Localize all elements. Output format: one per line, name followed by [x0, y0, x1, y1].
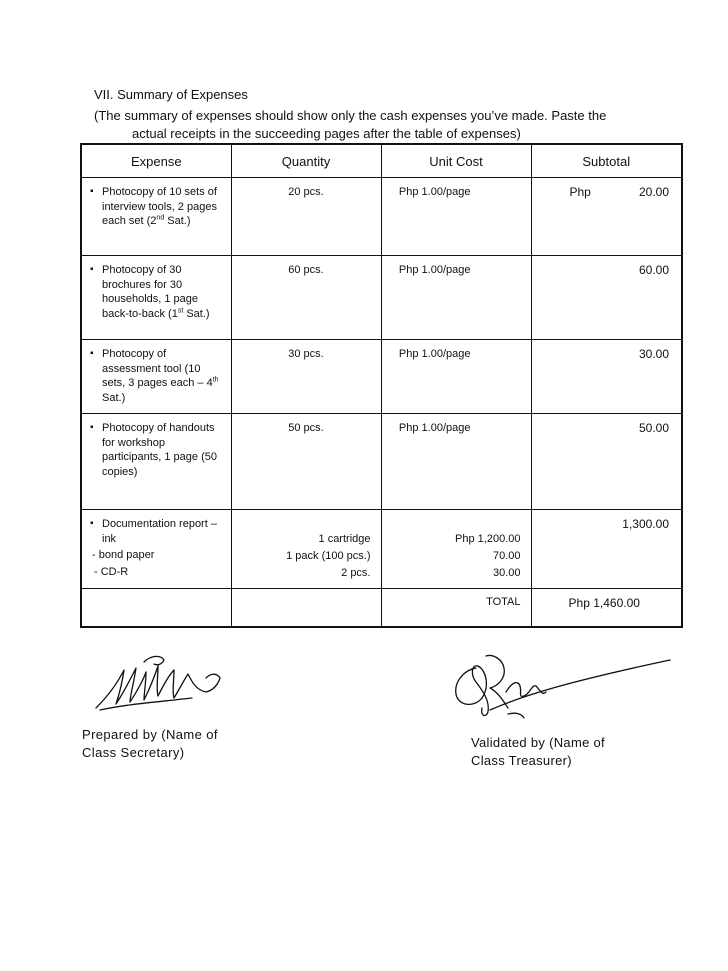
bullet-icon: ▪ — [90, 518, 94, 529]
table-header-row — [81, 144, 682, 178]
table-row — [81, 340, 682, 414]
unit-cost-cell: Php 1.00/page — [381, 414, 531, 510]
header-quantity: Quantity — [231, 144, 381, 178]
subtotal-cell: 60.00 — [531, 256, 682, 340]
bullet-icon: ▪ — [90, 422, 94, 433]
empty-cell — [81, 589, 231, 627]
bullet-icon: ▪ — [90, 348, 94, 359]
expense-cell: ▪ Photocopy of handouts for workshop participants, 1 page (50 copies) — [81, 414, 231, 510]
quantity-cell: 60 pcs. — [231, 256, 381, 340]
unit-cost-cell: Php 1.00/page — [381, 340, 531, 414]
table-row — [81, 178, 682, 256]
bullet-icon: ▪ — [90, 186, 94, 197]
subtotal-cell: 50.00 — [531, 414, 682, 510]
expense-cell: ▪ Photocopy of 10 sets of interview tools, 2 pages each set (2nd Sat.) — [81, 178, 231, 256]
subtotal-cell — [531, 178, 682, 256]
subtotal-cell: 30.00 — [531, 340, 682, 414]
total-value-cell: Php 1,460.00 — [531, 589, 682, 627]
expense-cell: ▪ Photocopy of 30 brochures for 30 households, 1 page back-to-back (1st Sat.) — [81, 256, 231, 340]
subtotal-cell: 1,300.00 — [531, 510, 682, 589]
currency-label: Php — [569, 185, 591, 199]
unit-cost-cell: Php 1.00/page — [381, 256, 531, 340]
bullet-icon: ▪ — [90, 264, 94, 275]
quantity-cell: 20 pcs. — [231, 178, 381, 256]
unit-cost-cell: Php 1,200.00 70.00 30.00 — [381, 510, 531, 589]
header-expense: Expense — [81, 144, 231, 178]
sub-item-cd-r: - CD-R — [94, 565, 129, 578]
note-line-1: (The summary of expenses should show only the cash expenses you’ve made. Paste the — [94, 108, 607, 123]
quantity-cell: 50 pcs. — [231, 414, 381, 510]
unit-cost-cell: Php 1.00/page — [381, 178, 531, 256]
quantity-cell: 1 cartridge 1 pack (100 pcs.) 2 pcs. — [231, 510, 381, 589]
table-row — [81, 510, 682, 589]
prepared-by: Prepared by (Name of Class Secretary) — [82, 727, 218, 760]
expense-cell: ▪ Documentation report – ink - bond paper - CD-R — [81, 510, 231, 589]
empty-cell — [231, 589, 381, 627]
total-row — [81, 589, 682, 627]
secretary-signature — [88, 652, 228, 714]
total-label-cell: TOTAL — [381, 589, 531, 627]
subtotal-value: 20.00 — [638, 185, 669, 199]
header-subtotal: Subtotal — [531, 144, 682, 178]
expenses-table — [80, 143, 683, 628]
quantity-cell: 30 pcs. — [231, 340, 381, 414]
instruction-note — [94, 107, 654, 143]
table-row — [81, 414, 682, 510]
expense-cell: ▪ Photocopy of assessment tool (10 sets, 3 pages each – 4th Sat.) — [81, 340, 231, 414]
treasurer-signature — [446, 652, 676, 722]
section-title: VII. Summary of Expenses — [94, 87, 248, 102]
sub-item-bond-paper: - bond paper — [92, 549, 155, 561]
table-row — [81, 256, 682, 340]
validated-by: Validated by (Name of Class Treasurer) — [471, 735, 605, 768]
note-line-2: actual receipts in the succeeding pages after the table of expenses) — [132, 126, 521, 141]
header-unit-cost: Unit Cost — [381, 144, 531, 178]
